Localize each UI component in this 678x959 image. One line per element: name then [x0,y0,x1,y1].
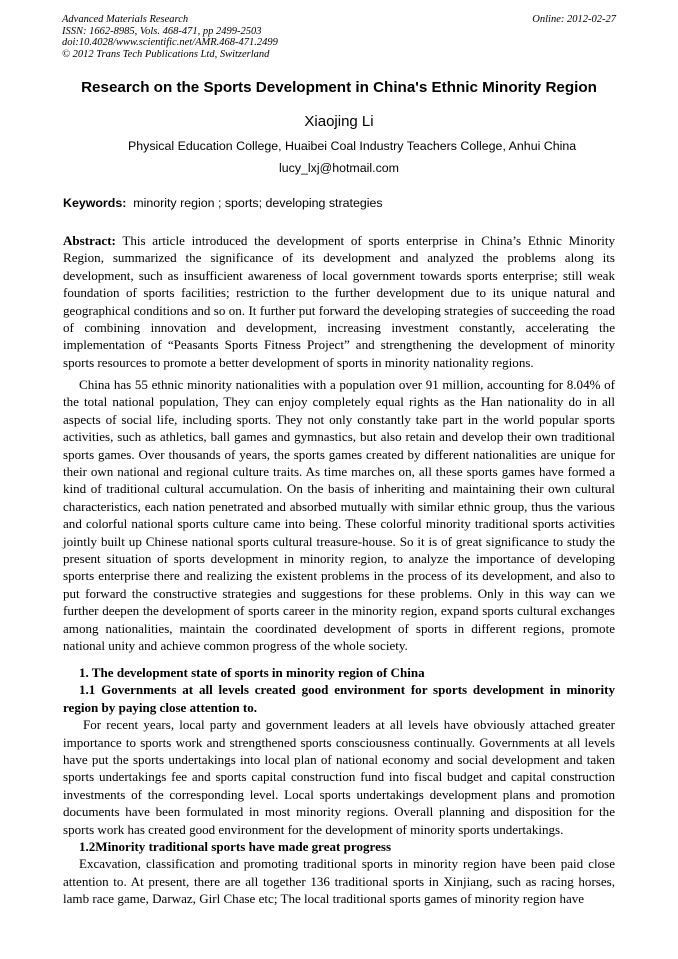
keywords-text: minority region ; sports; developing strategies [133,196,383,210]
section-1-1-heading: 1.1 Governments at all levels created good environment for sports development in minority region by paying close attention to. [63,682,615,715]
section-1-1-text: For recent years, local party and government leaders at all levels have obviously attached greater importance to sports work and strengthened sports consciousness continually. Governments at all levels have put the sports undertakings into local plan of national economy and social development and taken sports undertakings fee and sports capital construction fund into fiscal budget and capital construction investments of the corresponding level. Local sports undertakings development plans and promotion documents have been formulated in most minority regions. Overall planning and disposition for the sports work has created good environment for the development of minority sports undertakings. [63,717,615,837]
author-affiliation: Physical Education College, Huaibei Coal Industry Teachers College, Anhui China [128,139,577,153]
section-1-2-text: Excavation, classification and promoting traditional sports in minority region have been paid close attention to. At present, there are all together 136 traditional sports in Xinjiang, such as racing horses, lamb race game, Darwaz, Girl Chase etc; The local traditional sports games of minority region have [63,856,615,907]
paper-title: Research on the Sports Development in China's Ethnic Minority Region [81,79,597,96]
section-1 [63,664,615,908]
author-email: lucy_lxj@hotmail.com [279,161,399,175]
section-1-2-heading: 1.2Minority traditional sports have made great progress [79,839,392,855]
abstract-label: Abstract: [63,233,116,248]
intro-paragraph: China has 55 ethnic minority nationalities with a population over 91 million, accounting for 8.04% of the total national population, They can enjoy completely equal rights as the Han nationality do in all aspects of social life, including sports. They not only constantly take part in the world popular sports activities, such as athletics, ball games and gymnastics, but also retain and develop their own traditional sports games. Over thousands of years, the sports games created by different nationalities are unique for their own national and regional culture traits. As time marches on, all these sports games have formed a kind of traditional cultural accumulation. On the basis of inheriting and maintaining their own cultural characteristics, each nation penetrated and absorbed mutually with similar ethnic group, thus the various and colorful national sports culture came into being. These colorful minority traditional sports activities jointly built up Chinese national sports cultural treasure-house. So it is of great significance to study the present situation of sports development in minority region, to analyze the importance of developing sports enterprise there and realizing the existent problems in the process of its development, and also to put forward the constructive strategies and suggestions for these problems. Only in this way can we further deepen the development of sports career in the minority region, expand sports cultural exchanges among nationalities, maintain the coordinated development of sports in different regions, promote national unity and achieve common progress of the whole society. [63,377,615,654]
online-date: Online: 2012-02-27 [532,14,616,25]
keywords-line [63,196,383,210]
keywords-label: Keywords: [63,196,127,210]
paper-author: Xiaojing Li [304,113,374,130]
section-1-heading: 1. The development state of sports in minority region of China [79,665,425,680]
journal-header [62,14,616,60]
journal-issn: ISSN: 1662-8985, Vols. 468-471, pp 2499-2503 [62,25,262,37]
abstract-paragraph [63,232,615,371]
journal-name: Advanced Materials Research [62,14,189,25]
journal-copyright: © 2012 Trans Tech Publications Ltd, Switzerland [62,48,270,60]
journal-doi: doi:10.4028/www.scientific.net/AMR.468-471.2499 [62,37,278,48]
abstract-text: This article introduced the development of sports enterprise in China’s Ethnic Minority Region, summarized the significance of its development and analyzed the problems along its development, such as insufficient awareness of local government towards sports enterprise; still weak foundation of sports facilities; restriction to the further development due to its unique natural and geographical conditions and so on. It further put forward the developing strategies of succeeding the road of combining innovation and development, increasing investment constantly, accelerating the implementation of “Peasants Sports Fitness Project” and strengthening the development of minority sports resources to promote a better development of sports in minority nationality regions. [63,233,615,370]
